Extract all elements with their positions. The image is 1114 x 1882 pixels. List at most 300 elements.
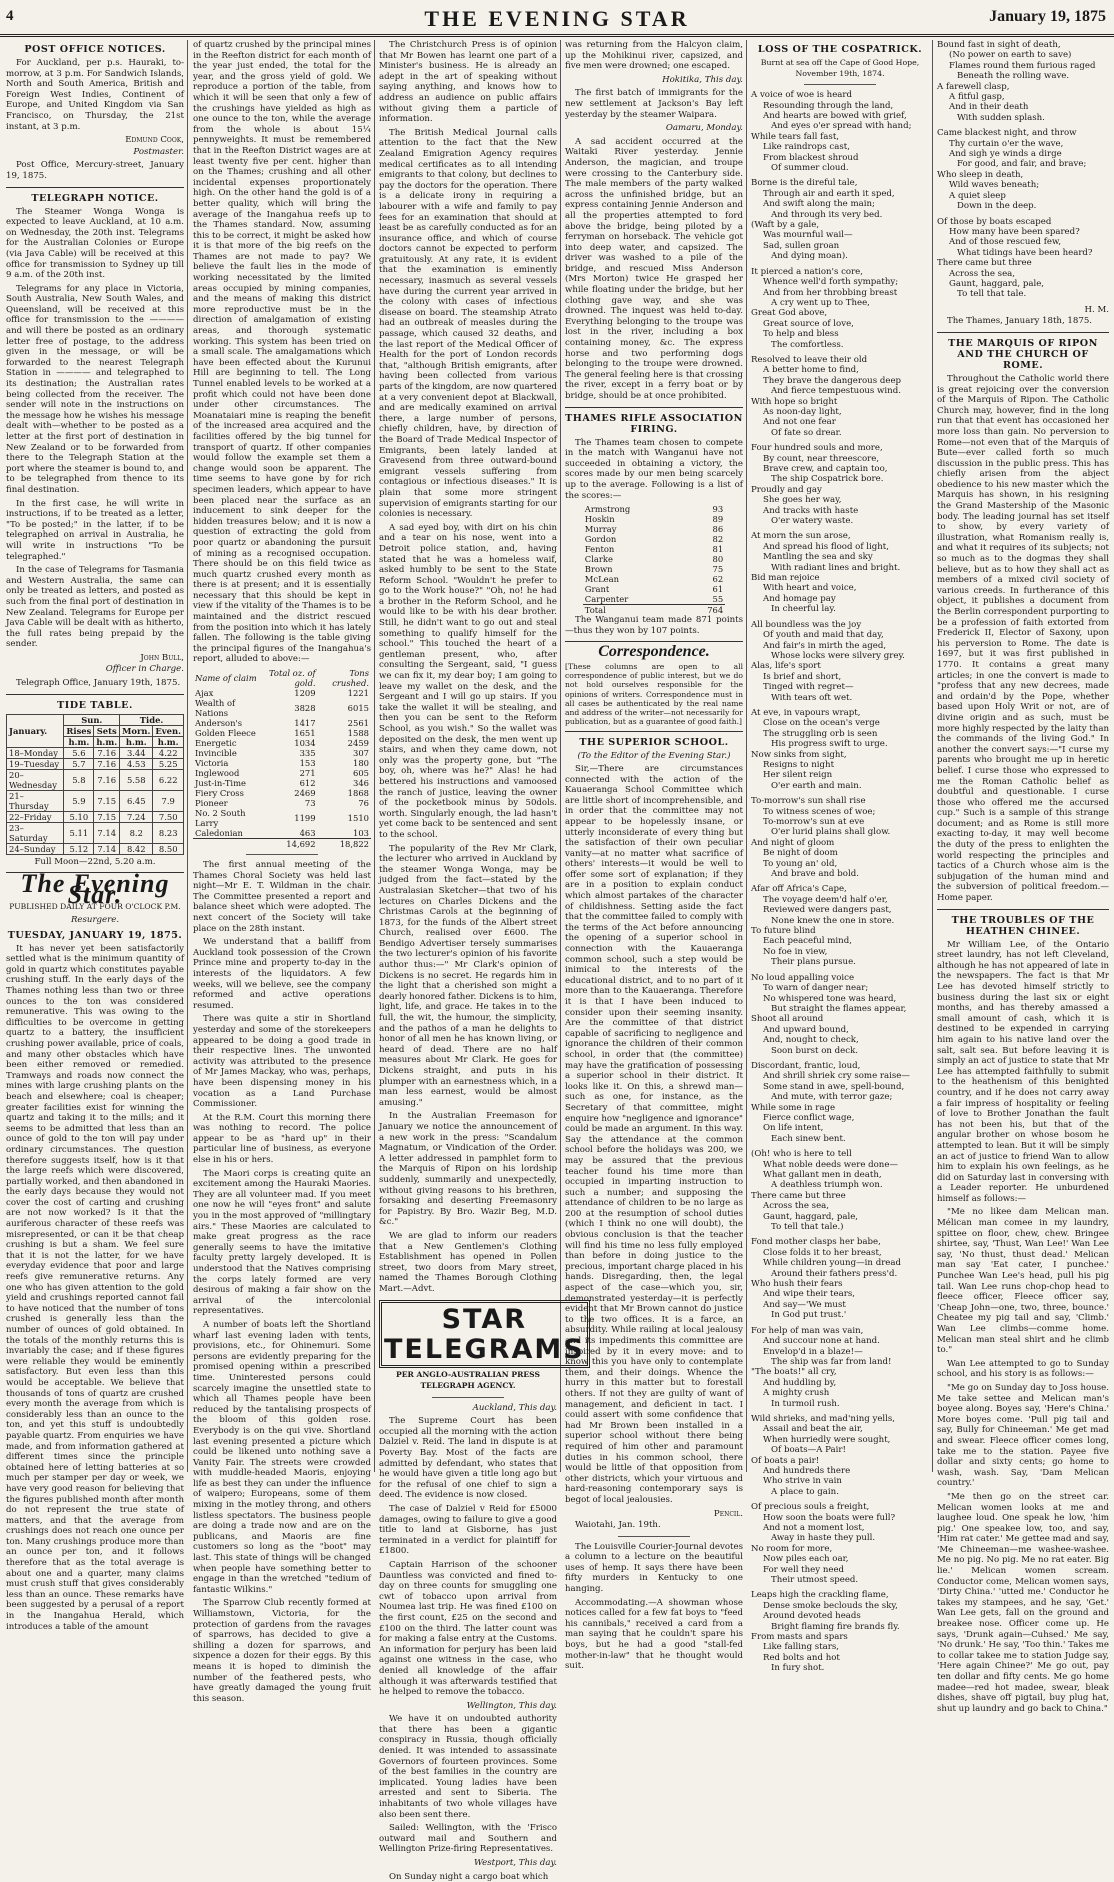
poem-line: For good, and fair, and brave; <box>957 159 1087 170</box>
tide-cell: 24–Sunday <box>7 843 64 854</box>
motto: Resurgere. <box>70 915 120 926</box>
gold-cell: 76 <box>358 798 369 809</box>
issue-date: January 19, 1875 <box>989 8 1106 25</box>
gold-cell: 180 <box>353 758 369 769</box>
poem-line: And swift along the main; <box>763 199 875 210</box>
tide-cell: 7.9 <box>153 790 184 811</box>
column-3 <box>379 40 585 1882</box>
poem-line: At morn the sun arose, <box>751 531 851 542</box>
gold-cell: 307 <box>353 748 369 759</box>
poem-line: Wild shrieks, and mad'ning yells, <box>751 1413 896 1424</box>
rifle-text: The Thames team chosen to compete in the match with Wanganui have not succeeded in obtaining a victory, the scores made by our men being scarcely up to the average. Following is a list of the scores:— <box>565 437 743 501</box>
poem-line: Came blackest night, and throw <box>937 128 1077 139</box>
poem-line: Some stand in awe, spell-bound, <box>763 1081 905 1092</box>
school-letter: Sir,—There are circumstances connected with the action of the Kauaeranga School Committee which are little short of incomprehensible, and in order that the committee may not appear to be hopelessly insane, or utterly inconsiderate of every thing but the satisfaction of their own peculiar vanity—at no matter what sacrifice of others' interests—it would be well to offer some sort of explanation; if they are in a position to explain conduct which almost partakes of the character of childishness. Setting aside the fact that the committee failed to comply with the terms of the Act before announcing the opening of a superior school in connection with the Kauaeranga common school, such a step would be inimical to the interests of the educational district, and to no part of it more than to the Kauaeranga. Therefore it is that I have been induced to consider upon their seeming insanity. Are the committee of that district capable of sacrificing to negligence and ignorance the children of their common school, in order that (the committee) may have the gratification of possessing a superior school in their district. It looks like it. On this, a shrewd man—such as one, for instance, as the Secretary of that committee, might enquire how "negligence and ignorance" could be made an argument. In this way. Say the attendance at the common school before the holidays was 200, we may be assured that the previous teacher found his time more than occupied in imparting instruction to such a number; and supposing the attendance of children to be no large as 200 at the resumption of school duties (which I think no one will doubt), the obvious conclusion is that the teacher will find his time no less fully employed than before in doing justice to the precious, important charge placed in his hands. Disregarding, then, the legal aspect of the case—which you, sir, demonstrated yesterday—it is perfectly evident that Mr Brown cannot do justice to the two offices. It is a farce, an absurdity. While railing at local jealousy and its impediments this committee are inspired by it in every move: and to know this you have only to contemplate them, and their doings. Whence the hurry in this matter but to forestall others. If not they are guilty of want of management, and deficient in tact. I could assert with some confidence that had Mr Brown been installed in a superior school without there being required of him other and paramount duties in his common school, there would be little of that opposition from other districts, which your virtuous and hard-reasoning contemporary says is begot of local jealousies. <box>565 763 743 1505</box>
news-paragraph: The Louisville Courier-Journal devotes a column to a lecture on the beautiful uses of hemp. It says there have been fifty murders in Kentucky to one hanging. <box>565 1541 743 1595</box>
telegrams-subtitle: PER ANGLO-AUSTRALIAN PRESS TELEGRAPH AGENCY. <box>396 1370 540 1391</box>
poem-line: When hurriedly were sought, <box>763 1434 891 1445</box>
poem-line: No foe in view, <box>763 946 828 957</box>
poem-stanza <box>751 1237 929 1320</box>
poem-line: What noble deeds were done— <box>763 1159 899 1170</box>
poem-body-continued <box>937 40 1109 300</box>
telegraph-text: In the case of Telegrams for Tasmania and Western Australia, the same can only be treated as letters, and posted as such from the final port of destination in New Zealand. Telegrams for Europe per Java Cable will be dealt with as hitherto, the full rates being prepaid by the sender. <box>6 565 184 650</box>
gold-total-oz: 14,692 <box>261 839 318 850</box>
gold-cell: 1034 <box>294 738 316 749</box>
poem-line: And in their death <box>949 102 1029 113</box>
poem-line: A place to gain. <box>771 1486 839 1497</box>
poem-line: In fury shot. <box>771 1663 825 1674</box>
gold-row <box>193 778 371 788</box>
gold-row <box>193 738 371 748</box>
gold-table <box>193 668 371 849</box>
gold-col-header: Tons crushed. <box>332 668 369 689</box>
score-cell: McLean <box>584 574 619 585</box>
poem-line: Fond mother clasps her babe, <box>751 1237 881 1248</box>
gold-cell: 1221 <box>347 688 369 699</box>
tide-unit: h.m. <box>64 736 94 747</box>
divider <box>6 694 184 695</box>
poem-line: As noon-day light, <box>763 406 842 417</box>
gold-cell: 1510 <box>347 813 369 824</box>
gold-cell: 6015 <box>347 703 369 714</box>
tide-cell: 5.11 <box>64 822 94 843</box>
score-cell: 62 <box>712 574 724 585</box>
poem-line: It pierced a nation's core, <box>751 266 863 277</box>
poem-line: Fierce conflict wage, <box>763 1112 855 1123</box>
poem-stanza <box>937 128 1109 211</box>
score-cell: Murray <box>584 524 617 535</box>
score-cell: 89 <box>712 514 724 525</box>
poem-line: And shrill shriek cry some raise— <box>763 1071 910 1082</box>
tide-cell: 5.6 <box>64 747 94 758</box>
post-office-date: Post Office, Mercury-street, January 19, 1875. <box>6 160 184 181</box>
gold-cell: 346 <box>353 778 369 789</box>
poem-line: And of those rescued few, <box>949 237 1062 248</box>
gold-cell: 153 <box>299 758 316 769</box>
gold-row <box>193 798 371 808</box>
gold-row <box>193 718 371 728</box>
poem-line: Her silent reign <box>763 770 833 781</box>
scores-table <box>583 504 725 615</box>
tide-cell: 18–Monday <box>7 747 64 758</box>
poem-title: LOSS OF THE COSPATRICK. <box>757 44 923 55</box>
poem-line: Their utmost speed. <box>771 1575 859 1586</box>
gold-row <box>193 808 371 828</box>
poem-line: All boundless was the joy <box>751 619 862 630</box>
poem-line: And say—'We must <box>763 1299 846 1310</box>
tide-row <box>7 811 184 822</box>
page-number: 4 <box>6 8 14 24</box>
poem-line: And upward bound, <box>763 1024 849 1035</box>
poem-line: Leaps high the crackling flame, <box>751 1590 889 1601</box>
poem-stanza <box>751 1149 929 1232</box>
score-cell: Clarke <box>584 554 613 565</box>
score-cell: 81 <box>712 544 724 555</box>
score-cell: Grant <box>584 584 610 595</box>
poem-line: (Waft by a gale, <box>751 220 820 231</box>
news-paragraph: The Sparrow Club recently formed at Williamstown, Victoria, for the protection of gardens from the ravages of sparrows, has decided to give a shilling a dozen for sparrows, and sixpence a dozen for their eggs. By this means it is hoped to diminish the number of the feathered pests, who have greatly damaged the young fruit this season. <box>193 1598 371 1704</box>
score-row <box>583 504 725 514</box>
chinee-text: Wan Lee attempted to go to Sunday school, and his story is as follows:— <box>937 1358 1109 1380</box>
tide-unit: h.m. <box>153 736 184 747</box>
poem-line: No room for more, <box>751 1543 833 1554</box>
poem-line: Of youth and maid that day, <box>763 630 884 641</box>
score-cell: Armstrong <box>584 504 631 515</box>
poem-stanza <box>751 1061 929 1144</box>
poem-line: While some in rage <box>751 1102 836 1113</box>
poem-line: A mighty crush <box>763 1388 830 1399</box>
poem-line: How many have been spared? <box>949 226 1080 237</box>
news-paragraph: At the R.M. Court this morning there was nothing to record. The police appear to be as "hard up" in their particular line of business, as everyone else in his or hers. <box>193 1112 371 1166</box>
poem-line: Is brief and short, <box>763 671 842 682</box>
poem-line: (No power on earth to save) <box>949 50 1072 61</box>
score-total-value: 764 <box>684 605 725 616</box>
poem-line: Around devoted heads <box>763 1611 861 1622</box>
poem-stanza <box>751 1414 929 1497</box>
score-row <box>583 534 725 544</box>
tide-cell: 3.44 <box>120 747 153 758</box>
poem-stanza <box>751 973 929 1056</box>
tide-cell: 7.16 <box>94 747 120 758</box>
poem-line: Resounding through the land, <box>763 100 894 111</box>
gold-row <box>193 828 371 839</box>
poem-line: A better home to find, <box>763 365 859 376</box>
divider <box>565 407 743 408</box>
rifle-heading: THAMES RIFLE ASSOCIATION FIRING. <box>565 412 743 435</box>
poem-line: Resigns to night <box>763 759 835 770</box>
poem-subtitle: Burnt at sea off the Cape of Good Hope, November 19th, 1874. <box>760 58 920 78</box>
gold-cell: 3828 <box>294 703 316 714</box>
score-cell: 93 <box>712 504 724 515</box>
poem-line: What tidings have been heard? <box>957 247 1093 258</box>
gold-cell: 1588 <box>347 728 369 739</box>
tide-cell: 5.9 <box>64 790 94 811</box>
poem-line: Afar off Africa's Cape, <box>751 884 847 895</box>
telegram-text: The case of Dalziel v Reid for £5000 damages, owing to failure to give a good title to land at Gisborne, has just terminated in a verdict for plaintiff for £1800. <box>379 1504 557 1557</box>
poem-line: But straight the flames appear, <box>771 1003 907 1014</box>
ripon-heading: THE MARQUIS OF RIPON AND THE CHURCH OF ROME. <box>948 337 1098 371</box>
tide-cell: 7.15 <box>94 790 120 811</box>
poem-stanza <box>751 1326 929 1409</box>
column-rule <box>932 40 933 1472</box>
gold-cell: Fiery Cross <box>195 788 244 799</box>
poem-line: Resolved to leave their old <box>751 354 868 365</box>
poem-stanza <box>751 884 929 967</box>
poem-line: With hope so bright <box>751 396 838 407</box>
poem-line: In cheerful lay. <box>771 604 836 615</box>
score-cell: Gordon <box>584 534 617 545</box>
poem-line: And hearts are bowed with grief, <box>763 111 907 121</box>
gold-cell: 612 <box>299 778 316 789</box>
poem-line: Bright flaming fire brands fly. <box>771 1621 900 1632</box>
news-paragraph: There was quite a stir in Shortland yesterday and some of the storekeepers appeared to be doing a good trade in their respective lines. The unwonted activity was attributed to the presence of Mr James Mackay, who was, perhaps, have been dispensing money in his vocation as a Land Purchase Commissioner. <box>193 1014 371 1110</box>
score-row <box>583 524 725 534</box>
poem-line: With sudden splash. <box>957 112 1045 123</box>
telegraph-text: Telegrams for any place in Victoria, South Australia, New South Wales, and Queensland, will be received at this office for transmission to the ———— and will there be posted as an ordinary letter free of postage, to the address given in the message, or will be forwarded to the nearest Telegraph Station in ———— and telegraphed to its destination; the Australian rates being collected from the receiver. The sender will note in the instructions on the message how he wishes his message dealt with—whether to be posted as a letter at the first port of destination in New Zealand or to be forwarded from there to the Telegraph Station at the port where the steamer is bound to, and to be telegraphed from thence to its final destination. <box>6 283 184 495</box>
score-row <box>583 564 725 574</box>
poem-stanza <box>751 443 929 526</box>
tide-note: Full Moon—22nd, 5.20 a.m. <box>34 856 156 867</box>
school-heading: THE SUPERIOR SCHOOL. <box>579 737 729 749</box>
tide-row <box>7 747 184 758</box>
poem-line: Gaunt, haggard, pale, <box>763 1211 859 1222</box>
divider <box>804 84 875 85</box>
poem-line: Like raindrops cast, <box>763 142 850 153</box>
poem-line: Four hundred souls and more, <box>751 443 883 454</box>
news-paragraph: A sad eyed boy, with dirt on his chin and a tear on his nose, went into a Detroit police station, and, having stated that he was a homeless waif, asked humbly to be sent to the State Reform School. "Wouldn't he prefer to go to the Work house?" "Oh, no! he had a brother in the Reform School, and he would like to be with his dear brother. Still, he didn't want to go out and steal something to qualify himself for the school." This touched the heart of a gentleman present, who, after consulting the Sergeant, said, "I guess we can fix it, my dear boy; I am going to leave my wallet on the desk, and the Sergeant and I will go up stairs. If you take the wallet it will be stealing, and then you can be sent to the Reform School, as you wish." So the wallet was deposited on the desk, the men went up stairs, and when they came down, not only was the property gone, but "The boy, oh, where was he?" Alas! he had bettered his instructions and vamoosed the ranch of justice, leaving the owner of the pocketbook minus by 50dols. worth. Singularly enough, the lad hasn't yet come back to be sentenced and sent to the school. <box>379 522 557 840</box>
tide-sub-header: Morn. <box>120 725 153 736</box>
gold-cell: Anderson's <box>195 718 243 729</box>
gold-cell: 2469 <box>294 788 316 799</box>
gold-cell: 1868 <box>347 788 369 799</box>
tide-cell: 5.8 <box>64 769 94 790</box>
gold-total-tons: 18,822 <box>318 839 371 850</box>
score-cell: 80 <box>712 554 724 565</box>
poem-line: Through air and earth it sped, <box>763 188 895 199</box>
post-office-title: Postmaster. <box>133 146 184 157</box>
poem-line: With radiant lines and bright. <box>771 562 901 573</box>
gold-col-header: Name of claim <box>195 673 257 684</box>
gold-cell: No. 2 South Larry <box>195 808 246 829</box>
poem-line: To tell that tale. <box>957 289 1027 300</box>
gold-cell: 103 <box>353 828 369 839</box>
telegrams-heading <box>379 1300 585 1368</box>
poem-line: "The boats!" all cry, <box>751 1367 837 1378</box>
poem-line: The voyage deem'd half o'er, <box>763 894 888 905</box>
news-paragraph: The British Medical Journal calls attention to the fact that the New Zealand Emigration Agency requires medical certificates as to all intending emigrants to that colony, but declines to pay the doctors for the operation. There is a delicate irony in requiring a labourer with a wife and family to pay fees for an examination that should at least be as carefully conducted as for an insurance office, and which of course doctors cannot be expected to perform gratuitously. At any rate, it is evident that the examination is eminently necessary, inasmuch as several vessels have during the current year arrived in the colony with cases of infectious disease on board. The steamship Atrato had an outbreak of measles during the passage, which caused 32 deaths, and the last report of the Medical Officer of Health for the port of London records that, "although British emigrants, after having been collected from various parts of the kingdom, are now quartered at a very convenient depot at Blackwall, and are medically examined on arrival there, a large number of persons, chiefly children, have, by direction of the Board of Trade Medical Inspector of Emigrants, been lately landed at Gravesend from three outward-bound emigrant vessels suffering from contagious or infectious diseases." It is plain that some more stringent supervision of emigrants starting for our colonies is necessary. <box>379 127 557 520</box>
tide-cell: 7.16 <box>94 758 120 769</box>
poem-line: A deathless triumph won. <box>771 1180 883 1191</box>
tide-row <box>7 790 184 811</box>
column-rule <box>187 40 188 1472</box>
poem-stanza <box>937 217 1109 300</box>
poem-stanza <box>751 355 929 438</box>
poem-line: Dense smoke beclouds the sky, <box>763 1600 898 1611</box>
telegraph-heading: TELEGRAPH NOTICE. <box>31 192 159 204</box>
correspondence-note: [These columns are open to all correspondence of public interest, but we do not hold ourselves responsible for the opinions of writers. Correspondence must in all cases be authenticated by the real name and address of the writer—not necessarily for publication, but as a guarantee of good faith.] <box>565 661 743 727</box>
column-1 <box>6 40 184 1632</box>
gold-cell: Inglewood <box>195 768 240 779</box>
poem-line: And through its very bed. <box>771 209 883 220</box>
gold-row <box>193 758 371 768</box>
tide-col-header: Sun. <box>64 714 120 725</box>
tide-cell: 5.12 <box>64 843 94 854</box>
dateline: Wellington, This day. <box>466 1700 557 1711</box>
chinee-heading: THE TROUBLES OF THE HEATHEN CHINEE. <box>951 914 1095 937</box>
poem-line: No whispered tone was heard, <box>763 993 897 1004</box>
column-5 <box>751 40 929 1674</box>
poem-line: And hundreds there <box>763 1465 851 1476</box>
tide-cell: 7.14 <box>94 822 120 843</box>
poem-line: No loud appalling voice <box>751 972 855 983</box>
tide-cell: 7.14 <box>94 843 120 854</box>
poem-line: At eve, in vapours wrapt, <box>751 707 861 718</box>
tide-cell: 6.45 <box>120 790 153 811</box>
news-paragraph: The popularity of the Rev Mr Clark, the lecturer who arrived in Auckland by the steamer Wonga Wonga, may be judged from the fact—stated by the Australasian Sketcher—that two of his lectures on Charles Dickens and the Christmas Carols at the beginning of 1873, for the funds of the Albert street Church, realised over £600. The Bendigo Advertiser tersely summarises the two lecturer's opinion of his favorite author thus:—" Mr Clark's opinion of Dickens is no secret. He regards him in the light that a cherished son might a dearly honored father. Dickens is to him, light, life, and grace. He takes in to the full, the wit, the humour, the simplicity, and the pathos of a man he delights to honor of all men he has known living, or heard of dead. There are no half measures about Mr Clark. He goes for Dickens straight, and puts in his plumper with an earnestness which, in a man less earnest, would be almost amusing." <box>379 843 557 1108</box>
poem-line: By count, near threescore, <box>763 453 880 464</box>
poem-line: To-morrow's sun shall rise <box>751 796 866 807</box>
poem-line: And not a moment lost, <box>763 1523 865 1533</box>
poem-line: To tell that tale.) <box>771 1222 844 1233</box>
gold-cell: Ajax <box>195 688 214 699</box>
tide-sub-header: Sets <box>94 725 120 736</box>
poem-line: Wild waves beneath; <box>949 180 1040 191</box>
poem-line: What gallant men in death, <box>763 1170 882 1180</box>
poem-line: Envelop'd in a blaze!— <box>763 1346 863 1357</box>
poem-body <box>751 90 929 1674</box>
editorial-date: TUESDAY, JANUARY 19, 1875. <box>7 929 183 941</box>
poem-line: And dying moan). <box>771 251 848 262</box>
poem-line: She goes her way, <box>763 495 842 506</box>
poem-line: While children young—in dread <box>763 1258 902 1269</box>
score-row <box>583 584 725 594</box>
poem-stanza <box>751 90 929 173</box>
post-office-text: For Auckland, per p.s. Hauraki, to-morrow, at 3 p.m. For Sandwich Islands, North and South America, British and Foreign West Indies, Continent of Europe, and United Kingdom via San Francisco, on Thursday, the 21st instant, at 3 p.m. <box>6 58 184 132</box>
poem-line: From blackest shroud <box>763 152 859 163</box>
gold-cell: Just-in-Time <box>195 778 247 789</box>
poem-line: Bid man rejoice <box>751 573 820 584</box>
divider <box>432 1397 503 1398</box>
poem-line: A voice of woe is heard <box>751 90 853 101</box>
news-paragraph: The first annual meeting of the Thames Choral Society was held last night—Mr E. T. Wildman in the chair. The Committee presented a report and balance sheet which were adopted. The next concert of the Society will take place on the 28th instant. <box>193 860 371 934</box>
poem-line: Shoot all around <box>751 1014 824 1025</box>
score-row <box>583 514 725 524</box>
poem-line: To-morrow's sun at eve <box>763 817 865 827</box>
telegrams-title: STAR TELEGRAMS <box>379 1300 590 1368</box>
poem-line: Each sinew bent. <box>771 1133 846 1144</box>
divider <box>565 731 743 732</box>
poem-line: Whence well'd forth sympathy; <box>763 277 899 288</box>
tide-cell: 21–Thursday <box>7 790 64 811</box>
poem-line: To young an' old, <box>763 858 838 869</box>
tide-col-header: January. <box>7 714 64 747</box>
score-cell: 82 <box>712 534 724 545</box>
telegram-text: Sailed: Wellington, with the 'Frisco outward mail and Southern and Wellington Prize-firing Representatives. <box>379 1823 557 1855</box>
poem-stanza <box>751 708 929 791</box>
poem-line: And brave and bold. <box>771 869 859 880</box>
poem-line: How soon the boats were full? <box>763 1512 896 1523</box>
poem-line: While tears fall fast, <box>751 131 840 142</box>
poem-line: Of boats—A Pair! <box>771 1445 846 1456</box>
poem-line: Mantling the sea and sky <box>763 552 873 563</box>
poem-line: And homage pay <box>763 593 836 604</box>
column-rule <box>374 40 375 1472</box>
score-cell: Carpenter <box>584 594 629 605</box>
poem-line: Of those by boats escaped <box>937 216 1052 227</box>
score-row <box>583 554 725 564</box>
divider <box>246 854 317 855</box>
poem-line: Borne is the direful tale, <box>751 178 858 189</box>
telegraph-signature-title: Officer in Charge. <box>105 664 184 675</box>
gold-cell: 1199 <box>294 813 316 824</box>
poem-line: (Oh! who is here to tell <box>751 1149 852 1160</box>
gold-cell: 2459 <box>347 738 369 749</box>
poem-line: Across the sea, <box>949 268 1016 279</box>
gold-row <box>193 788 371 798</box>
poem-line: Like falling stars, <box>763 1642 840 1653</box>
telegram-continued: was returning from the Halcyon claim, up the Mohikinui river, capsized, and five men were drowned; one escaped. <box>565 40 743 72</box>
gold-cell: Victoria <box>195 758 229 769</box>
telegram-text: On Sunday night a cargo boat which <box>389 1871 549 1882</box>
poem-line: Now piles each oar, <box>763 1554 849 1565</box>
poem-line: In turmoil rush. <box>771 1398 840 1409</box>
divider <box>6 187 184 188</box>
poem-line: None knew the one in store. <box>771 915 895 926</box>
gold-row <box>193 728 371 738</box>
score-cell: 86 <box>712 524 724 535</box>
poem-line: And, nought to check, <box>763 1035 859 1046</box>
telegram-text: A sad accident occurred at the Waitaki River yesterday. Jennie Anderson, the magician, and troupe were crossing to the Canterbury side. The male members of the party walked across the unfinished bridge, but an express containing Jennie Anderson and all the properties attempted to ford above the bridge, being piloted by a ferryman on horseback. The vehicle got into deep water, and capsized. The driver was washed to a pile of the bridge, and rescued Miss Anderson (Mrs Morton) twice He grasped her while floating under the bridge, but her clothing gave way, and she was drowned. The inquest was held to-day. Everything belonging to the troupe was lost in the river, including a box containing money, &c. The express horse and two performing dogs belonging to the troupe were drowned. The general feeling here is that crossing the river, except in a ferry boat or by bridge, should be at once prohibited. <box>565 136 743 401</box>
poem-line: Proudly and gay <box>751 484 822 495</box>
rifle-text: The Wanganui team made 871 points —thus they won by 107 points. <box>565 615 743 636</box>
poem-line: Brave crew, and captain too, <box>763 464 888 474</box>
poem-line: Their plans pursue. <box>771 957 856 968</box>
poem-line: And huddling by, <box>763 1377 837 1388</box>
gold-row <box>193 768 371 778</box>
poem-line: Thy curtain o'er the wave, <box>949 138 1064 149</box>
poem-line: Of summer cloud. <box>771 163 849 174</box>
poem-line: They brave the dangerous deep <box>763 375 902 386</box>
chinee-text: Mr William Lee, of the Ontario street laundry, has not left Cleveland, although he has not appeared of late in the newspapers. The fact is that Mr Lee has devoted himself strictly to business during the last six or eight months, and has thereby amassed a small amount of cash, which it is destined to be expended in carrying him again to his native land over the salt, salt sea. But before leaving it is simply an act of justice to state that Mr Lee has attempted faithfully to submit to the heathenism of this benighted country, and if he does not carry away a fair impress of hospitality or feeling of love to Brother Jonathan the fault has not been his, but that of the angular brother on whose bosom he attempted to lean. But it will be simply an act of justice to friend Wan to allow him to explain his own feelings, as he did on Saturday last in conversing with a Leader reporter. He unburdened himself as follows:— <box>937 939 1110 1204</box>
gold-cell: 271 <box>299 768 316 779</box>
paper-title: The Evening Star. <box>20 869 170 909</box>
column-rule <box>560 40 561 1472</box>
poem-line: And succour none at hand. <box>763 1336 880 1347</box>
news-paragraph: In the Australian Freemason for January we notice the announcement of a new work in the press: "Scandalum Magnatum, or Vindication of the Order. A letter addressed in pamphlet form to the Marquis of Ripon on his lordship suddenly, summarily and unexpectedly, without giving reasons to his brethren, forsaking and deserting Freemasonry for Papistry. By Bro. Wazir Beg, M.D. &c." <box>379 1111 557 1228</box>
poem-line: Red bolts and hot <box>763 1652 840 1663</box>
tide-cell: 4.22 <box>153 747 184 758</box>
poem-line: Assail and beat the air, <box>763 1424 863 1435</box>
poem-line: Bound fast in sight of death, <box>937 40 1061 50</box>
gold-cell: 1209 <box>294 688 316 699</box>
poem-line: Of fate so drear. <box>771 427 842 438</box>
score-row <box>583 594 725 605</box>
poem-line: Discordant, frantic, loud, <box>751 1060 861 1071</box>
chinee-text: "Me then go on the street car. Melican women looks at me and laughee loud. One speak he low, 'him pig.' One speakee low, too, and say, 'Him rat cater.' Me gettee mad and say, 'Me Chineeman—me washee-washee. Me no pig. No pig. Me no rat eater. Big lie.' Melican women scream. Conductor come, Melican women says, 'Dirty China.' 'utted me.' Conductor he takes my stampees, and he say, 'Get.' Wan Lee gets, fall on the ground and breakee nose. Officer come up. He says, 'Drunk again—Cuhsed.' Me say, 'No drunk.' He say, 'Too thin.' Takes me to collar takee me to station Judge say, 'Here again Chinee?' Me go out, pay ten dollar and fifty cents. Me go home madee—red hot madee, swear, bleak dishes, shave off pigtail, buy plug hat, shut up laundry and go back to China." <box>937 1491 1109 1714</box>
poem-line: A fitful gasp, <box>949 92 1005 103</box>
poem-line: The comfortless. <box>771 339 844 350</box>
dateline: Oamaru, Monday. <box>665 123 743 134</box>
dateline: Westport, This day. <box>473 1858 557 1868</box>
gold-row <box>193 698 371 718</box>
poem-line: Flames round them furious raged <box>949 60 1096 71</box>
tide-cell: 7.15 <box>94 811 120 822</box>
editorial-text: It has never yet been satisfactorily settled what is the minimum quantity of gold in quartz which constitutes payable crushing stuff. In the early days of the Thames nothing less than two or three ounces to the ton was considered remunerative. This was owing to the difficulties to be overcome in getting quartz to a battery, the insufficient crushing power available, price of coals, and many other obstacles which have been either removed or remedied. Tramways and roads now connect the mines with large crushing plants on the beach and elsewhere; coal is cheaper; greater facilities exist for winning the quartz and taking it to the mills; and it seems to be admitted that less than an ounce of gold to the ton will pay under ordinary circumstances. The question therefore suggests itself, how is it that the large reefs which were discovered, partially worked, and then abandoned in the early days because they would not cover the cost of carting and crushing are not now worked? Is it that the auriferous character of these reefs was misrepresented, or can it be that cheap crushing is but a sham. We feel sure that it is not the latter, for we have everyday evidence that poor and large reefs give remunerative returns. Any one who has given attention to the gold yield and crushings reported cannot fail to have noticed that the number of tons crushed is generally less than the number of ounces of gold obtained. In the totals of the monthly returns this is invariably the case; and if these figures were reliable they would be eminently satisfactory. But even less than this would be acceptable. We believe that thousands of tons of quartz are crushed every month the average from which is considerably less than an ounce to the ton, and yet this stuff is undoubtedly payable quartz. From enquiries we have made, and from information gathered at different times since the principle obtained here of letting batteries at so much per stamper per day or week, we have very good reason for believing that the figures published month after month do not represent the true state of matters, and that the average from crushings does not reach one ounce per ton. Many crushings produce more than an ounce per ton, and it follows therefore that as the total average is about one and a quarter, many claims must crush stuff that gives considerably less than an ounce. These remarks have been suggested by a perusal of a report in the Inangahua Herald, which introduces a table of the amount <box>6 943 184 1632</box>
score-cell: 61 <box>712 584 724 595</box>
poem-line: A cry went up to Thee, <box>771 297 870 308</box>
dateline: Hokitika, This day. <box>662 74 743 85</box>
tide-sub-header: Even. <box>153 725 184 736</box>
divider <box>937 909 1109 910</box>
poem-line: A quiet sleep <box>949 190 1006 201</box>
news-paragraph: A number of boats left the Shortland wharf last evening laden with tents, provisions, etc., for Ohinemuri. Some persons are evidently preparing for the promised opening within a prescribed time. Uninterested persons could scarcely imagine the unsettled state to which all Thames people have been reduced by the tantalising prospects of the bloom of this golden rose. Everybody is on the qui vive. Shortland last evening presented a picture which could be likened unto nothing save a Vanity Fair. The streets were crowded with muddle-headed Maoris, enjoying life as best they can under the influence of waipero; Europeans, some of them mixing in the motley throng, and others listless spectators. The business people are doing a trade now and are on the publicans, and Maoris are fine customers so long as the "boot" may last. This state of things will be changed when people have something better to engage in than the wretched "tedium of fantastic Wilkins." <box>193 1319 371 1595</box>
poem-line: Beneath the rolling wave. <box>957 71 1070 82</box>
school-subheading: (To the Editor of the Evening Star.) <box>577 751 731 762</box>
poem-line: For well they need <box>763 1564 845 1575</box>
poem-stanza <box>751 620 929 703</box>
tide-cell: 23–Saturday <box>7 822 64 843</box>
news-paragraph: We understand that a bailiff from Auckland took possession of the Crown Prince mine and property to-day in the interests of the liquidators. A few weeks, will we believe, see the company reformed and active operations resumed. <box>193 937 371 1011</box>
tide-cell: 8.23 <box>153 822 184 843</box>
gold-cell: Caledonian <box>195 828 243 839</box>
poem-line: Of precious souls a freight, <box>751 1502 870 1513</box>
telegraph-text: The Steamer Wonga Wonga is expected to leave Auckland, at 10 a.m. on Wednesday, the 20th inst. Telegrams for the Australian Colonies or Europe (via Java Cable) will be received at this office for transmission to Sydney up till 9 a.m. of the 20th inst. <box>6 206 184 281</box>
poem-line: And night of gloom <box>751 837 835 848</box>
column-4 <box>565 40 743 1672</box>
tide-row <box>7 822 184 843</box>
tide-cell: 5.7 <box>64 758 94 769</box>
chinee-text: "Me no likee dam Melican man. Mélican man comee in my laundry, spittee on floor, chew, chew. Bringee shirtee, say, 'Thust, Wan Lee!' Wan Lee say, 'No thust, thust dead.' Melican man say 'Eat cater, I punchee.' Punchee Wan Lee's head, pull his pig tail. Wan Lee runs chop-chop head to fleece officer, Fleece officer say, 'Cheap John—one, two, three, bounce.' Cheatee my pig tail and say, 'Climb.' Wan Lee climbs—comme home. Melican man steal shirt and he climb to." <box>937 1207 1109 1356</box>
